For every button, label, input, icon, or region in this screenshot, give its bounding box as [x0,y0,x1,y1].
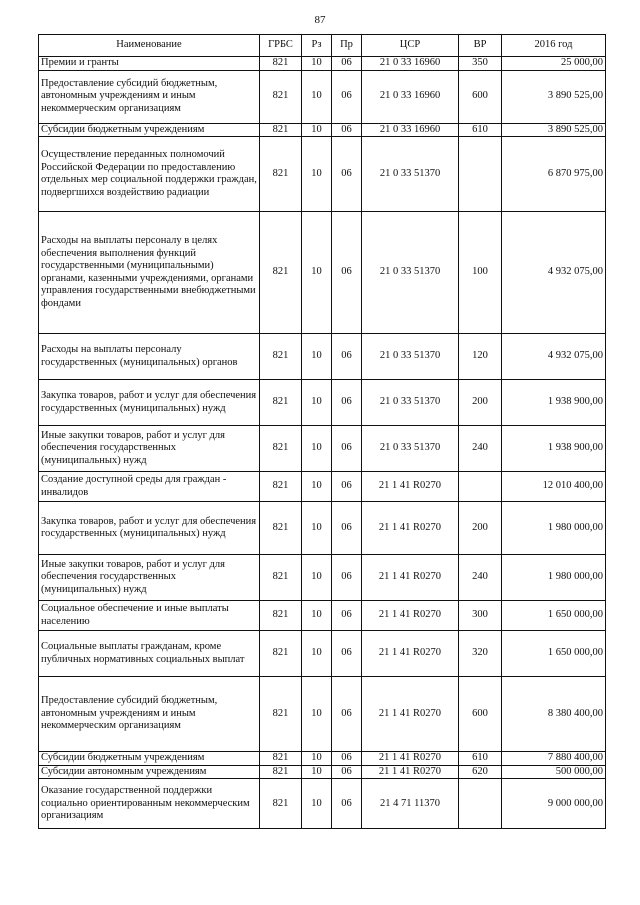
cell-rz: 10 [302,752,332,766]
cell-vr [459,779,502,829]
cell-vr: 240 [459,426,502,472]
cell-pr: 06 [332,631,362,677]
cell-amount: 1 980 000,00 [502,502,606,555]
cell-csr: 21 1 41 R0270 [362,502,459,555]
cell-grbs: 821 [260,555,302,601]
cell-pr: 06 [332,601,362,631]
cell-pr: 06 [332,212,362,334]
cell-rz: 10 [302,502,332,555]
header-csr: ЦСР [362,35,459,57]
cell-amount: 9 000 000,00 [502,779,606,829]
cell-csr: 21 0 33 51370 [362,137,459,212]
cell-amount: 1 938 900,00 [502,426,606,472]
cell-name: Расходы на выплаты персоналу в целях обеспечения выполнения функций государственными (муниципальными) органами, казенными учреждениями, органами управления государственными внебюджетными фондами [39,212,260,334]
cell-rz: 10 [302,334,332,380]
cell-name: Премии и гранты [39,57,260,71]
cell-grbs: 821 [260,123,302,137]
cell-csr: 21 0 33 16960 [362,57,459,71]
table-row [39,137,606,212]
cell-name: Субсидии автономным учреждениям [39,765,260,779]
cell-pr: 06 [332,123,362,137]
cell-csr: 21 1 41 R0270 [362,752,459,766]
cell-amount: 3 890 525,00 [502,123,606,137]
cell-pr: 06 [332,502,362,555]
table-row [39,426,606,472]
cell-vr: 610 [459,752,502,766]
header-vr: ВР [459,35,502,57]
cell-amount: 4 932 075,00 [502,212,606,334]
cell-name: Осуществление переданных полномочий Российской Федерации по предоставлению отдельных мер социальной поддержки граждан, подвергшихся воздействию радиации [39,137,260,212]
cell-csr: 21 0 33 51370 [362,380,459,426]
cell-vr: 300 [459,601,502,631]
cell-vr: 200 [459,380,502,426]
cell-amount: 500 000,00 [502,765,606,779]
table-row [39,57,606,71]
cell-rz: 10 [302,765,332,779]
cell-grbs: 821 [260,137,302,212]
cell-amount: 6 870 975,00 [502,137,606,212]
cell-grbs: 821 [260,502,302,555]
table-row [39,334,606,380]
cell-vr: 320 [459,631,502,677]
cell-amount: 7 880 400,00 [502,752,606,766]
table-row [39,472,606,502]
table-row [39,502,606,555]
table-header-row [39,35,606,57]
cell-name: Оказание государственной поддержки социально ориентированным некоммерческим организациям [39,779,260,829]
cell-csr: 21 1 41 R0270 [362,472,459,502]
table-row [39,677,606,752]
cell-name: Социальные выплаты гражданам, кроме публичных нормативных социальных выплат [39,631,260,677]
cell-name: Создание доступной среды для граждан - инвалидов [39,472,260,502]
cell-rz: 10 [302,212,332,334]
table-row [39,380,606,426]
cell-amount: 1 938 900,00 [502,380,606,426]
cell-rz: 10 [302,426,332,472]
cell-grbs: 821 [260,765,302,779]
cell-rz: 10 [302,779,332,829]
cell-grbs: 821 [260,752,302,766]
cell-vr [459,472,502,502]
cell-csr: 21 0 33 16960 [362,123,459,137]
cell-grbs: 821 [260,779,302,829]
cell-amount: 4 932 075,00 [502,334,606,380]
cell-pr: 06 [332,472,362,502]
table-row [39,212,606,334]
cell-csr: 21 1 41 R0270 [362,631,459,677]
cell-name: Предоставление субсидий бюджетным, автономным учреждениям и иным некоммерческим организациям [39,677,260,752]
cell-rz: 10 [302,380,332,426]
table-row [39,70,606,123]
cell-vr: 350 [459,57,502,71]
cell-csr: 21 1 41 R0270 [362,601,459,631]
header-rz: Рз [302,35,332,57]
cell-pr: 06 [332,752,362,766]
cell-pr: 06 [332,555,362,601]
cell-rz: 10 [302,631,332,677]
cell-csr: 21 0 33 51370 [362,212,459,334]
cell-amount: 1 650 000,00 [502,601,606,631]
cell-name: Субсидии бюджетным учреждениям [39,123,260,137]
cell-name: Расходы на выплаты персоналу государственных (муниципальных) органов [39,334,260,380]
cell-name: Закупка товаров, работ и услуг для обеспечения государственных (муниципальных) нужд [39,380,260,426]
header-name: Наименование [39,35,260,57]
cell-grbs: 821 [260,57,302,71]
cell-vr [459,137,502,212]
table-row [39,601,606,631]
cell-grbs: 821 [260,212,302,334]
cell-name: Предоставление субсидий бюджетным, автономным учреждениям и иным некоммерческим организациям [39,70,260,123]
table-row [39,123,606,137]
cell-csr: 21 0 33 51370 [362,334,459,380]
cell-amount: 8 380 400,00 [502,677,606,752]
header-year: 2016 год [502,35,606,57]
table-row [39,752,606,766]
cell-name: Субсидии бюджетным учреждениям [39,752,260,766]
cell-csr: 21 1 41 R0270 [362,765,459,779]
cell-pr: 06 [332,137,362,212]
cell-grbs: 821 [260,472,302,502]
cell-grbs: 821 [260,601,302,631]
cell-grbs: 821 [260,631,302,677]
cell-vr: 610 [459,123,502,137]
cell-vr: 620 [459,765,502,779]
cell-pr: 06 [332,57,362,71]
cell-vr: 200 [459,502,502,555]
header-pr: Пр [332,35,362,57]
cell-vr: 600 [459,677,502,752]
table-row [39,779,606,829]
cell-pr: 06 [332,765,362,779]
table-row [39,765,606,779]
cell-vr: 100 [459,212,502,334]
cell-grbs: 821 [260,426,302,472]
cell-csr: 21 1 41 R0270 [362,677,459,752]
cell-csr: 21 0 33 51370 [362,426,459,472]
cell-grbs: 821 [260,70,302,123]
cell-pr: 06 [332,70,362,123]
cell-pr: 06 [332,677,362,752]
table-body [39,57,606,829]
header-grbs: ГРБС [260,35,302,57]
cell-rz: 10 [302,472,332,502]
cell-amount: 25 000,00 [502,57,606,71]
page-number: 87 [314,14,326,26]
cell-pr: 06 [332,779,362,829]
table-row [39,555,606,601]
cell-name: Социальное обеспечение и иные выплаты населению [39,601,260,631]
cell-csr: 21 0 33 16960 [362,70,459,123]
cell-name: Закупка товаров, работ и услуг для обеспечения государственных (муниципальных) нужд [39,502,260,555]
cell-rz: 10 [302,555,332,601]
cell-csr: 21 1 41 R0270 [362,555,459,601]
cell-rz: 10 [302,601,332,631]
cell-vr: 120 [459,334,502,380]
cell-vr: 600 [459,70,502,123]
cell-amount: 12 010 400,00 [502,472,606,502]
cell-amount: 3 890 525,00 [502,70,606,123]
cell-grbs: 821 [260,677,302,752]
cell-name: Иные закупки товаров, работ и услуг для обеспечения государственных (муниципальных) нужд [39,426,260,472]
cell-rz: 10 [302,677,332,752]
cell-csr: 21 4 71 11370 [362,779,459,829]
cell-name: Иные закупки товаров, работ и услуг для обеспечения государственных (муниципальных) нужд [39,555,260,601]
budget-table [38,34,606,829]
cell-pr: 06 [332,380,362,426]
cell-pr: 06 [332,426,362,472]
cell-rz: 10 [302,70,332,123]
cell-amount: 1 980 000,00 [502,555,606,601]
table-row [39,631,606,677]
cell-rz: 10 [302,57,332,71]
cell-rz: 10 [302,137,332,212]
cell-pr: 06 [332,334,362,380]
cell-vr: 240 [459,555,502,601]
cell-grbs: 821 [260,334,302,380]
cell-amount: 1 650 000,00 [502,631,606,677]
cell-rz: 10 [302,123,332,137]
cell-grbs: 821 [260,380,302,426]
